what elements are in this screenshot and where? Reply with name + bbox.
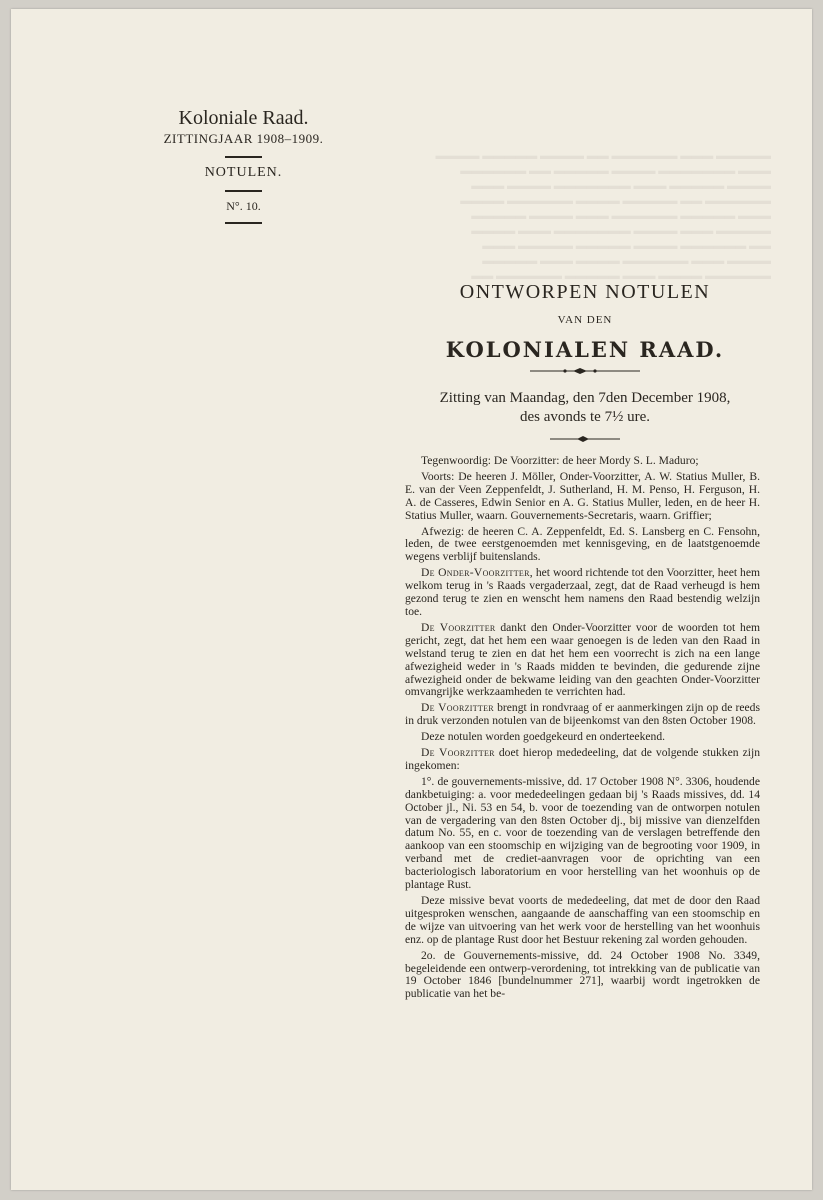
minutes-body — [405, 455, 760, 1004]
ornament-divider — [405, 434, 765, 444]
ornament-divider — [405, 366, 765, 376]
paragraph-chair-minutes — [405, 702, 760, 728]
document-page — [11, 9, 812, 1190]
notulen-label: NOTULEN. — [204, 165, 283, 180]
session-year: ZITTINGJAAR 1908–1909. — [163, 131, 324, 146]
paragraph-text: dankt den Onder-Voorzitter voor de woorden tot hem gericht, zegt, dat het hem een waar genoegen is de leden van den Raad in welstand terug te zien en dat het hem een voorrecht is zich na een lange afwezigheid weder in 's Raads midden te bevinden, die gedurende zijne afwezigheid onder de bekwame leiding van den geachten Onder-Voorzitter omvangrijke werkzaamheden te verrichten had. — [405, 620, 760, 699]
show-through-texture: ▬▬▬▬▬ ▬▬▬ ▬▬▬▬▬▬ ▬▬ ▬▬▬▬ ▬▬▬▬▬ ▬▬▬▬ ▬▬▬ ▬▬▬▬▬▬▬ ▬▬▬▬ ▬▬▬▬▬ ▬▬ ▬▬▬▬▬▬ ▬▬▬▬ ▬▬▬▬▬ ▬▬▬ ▬▬▬▬▬▬▬ ▬▬▬▬ ▬▬▬ ▬▬▬▬▬▬ ▬▬ ▬▬▬▬▬ ▬▬▬▬ ▬▬▬▬▬▬ ▬▬▬▬ ▬▬▬ ▬▬▬▬▬ ▬▬▬▬▬▬ ▬▬▬ ▬▬▬▬ ▬▬▬▬▬ ▬▬▬▬▬ ▬▬▬ ▬▬▬▬ ▬▬▬▬▬▬▬ ▬▬▬ ▬▬▬▬ ▬▬ ▬▬▬▬▬▬ ▬▬▬▬ ▬▬▬▬▬ ▬▬▬▬▬ ▬▬▬ ▬▬▬▬ ▬▬▬ ▬▬▬▬▬▬ ▬▬▬▬ ▬▬▬ ▬▬▬▬▬ ▬▬▬▬▬▬ ▬▬▬▬ ▬▬▬ ▬▬▬▬▬ ▬▬▬▬▬▬ ▬▬ — [435, 150, 771, 282]
document-number: N°. 10. — [226, 199, 261, 213]
divider — [225, 222, 262, 224]
divider — [225, 190, 262, 192]
paragraph-item-1: 1°. de gouvernements-missive, dd. 17 October 1908 N°. 3306, houdende dankbetuiging: a. voor mededeelingen gedaan bij 's Raads missives, dd. 14 October jl., Ni. 53 en 54, b. voor de toezending van de ontworpen notulen van de vergadering van den 8sten October dj., bij missive van dienzelfden datum No. 55, en c. voor de toezending van de verslagen betreffende den aankoop van een stoomschip en wijziging van de begrooting voor 1909, in verband met de crediet-aanvragen voor de oprichting van een bacteriologisch laboratorium en voor herstelling van het woonhuis op de plantage Rust. — [405, 774, 760, 892]
council-name: Koloniale Raad. — [178, 107, 309, 129]
paragraph-approved: Deze notulen worden goedgekeurd en onderteekend. — [421, 730, 666, 744]
title-line-3: KOLONIALEN RAAD. — [445, 337, 725, 362]
title-line-1: ONTWORPEN NOTULEN — [459, 281, 711, 303]
paragraph-item-1-cont: Deze missive bevat voorts de mededeeling, dat met de door den Raad uitgesproken wenschen, aangaande de aanschaffing van een stoomschip en de wijze van uitvoering van het werk voor de herstelling van het woonhuis enz. op de plantage Rust door het Bestuur rekening zal worden gehouden. — [405, 894, 760, 946]
paragraph-also-present: Voorts: De heeren J. Möller, Onder-Voorzitter, A. W. Statius Muller, B. E. van der Veen Zeppenfeldt, J. Sutherland, H. M. Penso, H. Ferguson, H. A. de Casseres, Edwin Senior en A. G. Statius Muller, leden, en de heer H. Statius Muller, waarn. Gouvernements-Secretaris, waarn. Griffier; — [405, 469, 760, 522]
session-heading — [405, 389, 765, 427]
left-header — [131, 105, 356, 231]
session-line-2: des avonds te 7½ ure. — [520, 409, 650, 425]
session-line-1: Zitting van Maandag, den 7den December 1908, — [439, 390, 731, 406]
paragraph-vice-chair — [405, 567, 760, 619]
speaker-vice-chair: De Onder-Voorzitter, — [421, 566, 533, 580]
speaker-chair: De Voorzitter — [421, 620, 496, 634]
paragraph-present: Tegenwoordig: De Voorzitter: de heer Mordy S. L. Maduro; — [421, 454, 699, 467]
title-line-2: VAN DEN — [557, 314, 613, 326]
paragraph-absent: Afwezig: de heeren C. A. Zeppenfeldt, Ed. S. Lansberg en C. Fensohn, leden, de twee eerstgenoemden met kennisgeving, en de laatstgenoemde wegens verblijf buitenslands. — [405, 524, 760, 564]
divider — [225, 156, 262, 158]
speaker-chair: De Voorzitter — [421, 701, 494, 715]
speaker-chair: De Voorzitter — [421, 746, 495, 760]
paragraph-text: doet hierop mededeeling, dat de volgende stukken zijn ingekomen: — [405, 746, 760, 772]
paragraph-chair-thanks — [405, 622, 760, 699]
paragraph-item-2: 2o. de Gouvernements-missive, dd. 24 October 1908 No. 3349, begeleidende een ontwerp-verordening, tot intrekking van de publicatie van 19 October 1846 [bundelnummer 271], waarbij wordt ingetrokken de publicatie van het be- — [405, 948, 760, 1001]
paragraph-text: het woord richtende tot den Voorzitter, heet hem welkom terug in 's Raads vergaderzaal, zegt, dat de Raad verheugd is hem gezond terug te zien en wenscht hem namens den Raad bestendig welzijn toe. — [405, 566, 760, 618]
paragraph-text: brengt in rondvraag of er aanmerkingen zijn op de reeds in druk verzonden notulen van de bijeenkomst van den 8sten October 1908. — [405, 701, 760, 728]
paragraph-chair-announce — [405, 747, 760, 773]
